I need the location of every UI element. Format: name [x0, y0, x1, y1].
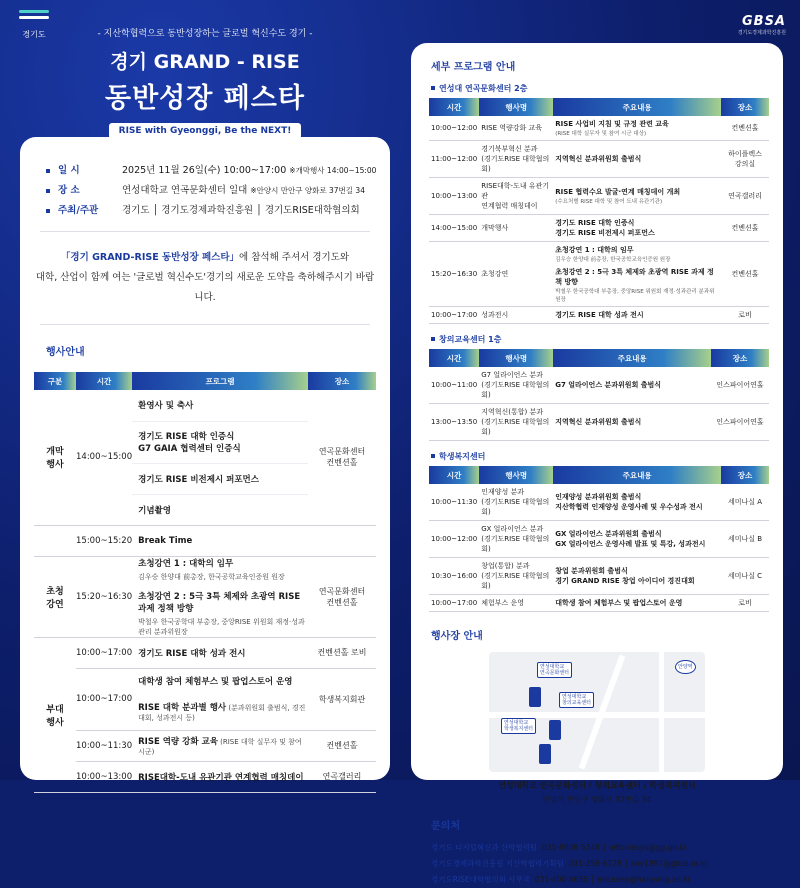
event-table: 구분 시간 프로그램 장소 개막 행사 14:00~15:00 환영사 및 축사 연곡문화센터 컨벤션홀 경기도 RISE 대학 인증식 G7 GAIA 협력센터 인증식 경기도 RISE 비전제시 퍼포먼스 기념촬영 15:00~15:20 Break Time 초청 강연 15:20~16:30 초청강연 1 : 대학의 임무 김우승 한양대 前총장, 한국공학교육인증원 원장 초청강연 2 : 5극 3특 체제와 초광역 RISE 과제 정책 방향 박철우 한국공학대 부총장, 중앙RISE 위원회 재정·성과관리 분과위원장 연곡문화센터 컨벤션홀 부대 행사 10:00~17:00 경기도 RISE 대학 성과 전시 컨벤션홀 로비 10:00~17:00 대학생 참여 체험부스 및 팝업스토어 운영 RISE 대학 분과별 행사 (분과위원회 출범식, 경진대회, 성과전시 등) 학생복지회관 10:00~11:30 RISE 역량 강화 교육 (RISE 대학 실무자 및 참여 시군) 컨벤션홀 10:00~13:00 RISE대학-도내 유관기관 연계협력 매칭데이 연곡갤러리 — [34, 372, 376, 793]
event-section-title: 행사안내 — [46, 347, 85, 358]
event-info — [20, 137, 390, 221]
intro-text: 「경기 GRAND-RISE 동반성장 페스타」에 참석해 주셔서 경기도와 대학, 산업이 함께 여는 '글로벌 혁신수도'경기의 새로운 도약을 축하해주시기 바랍니다. — [35, 252, 375, 303]
table-row: 경기도 RISE 비전제시 퍼포먼스 — [34, 463, 376, 494]
contact-row: 경기도RISE대학협의회 사무국 031-400-4655 │ ericarise@hanyang.ac.kr — [431, 875, 691, 884]
gyeonggi-logo: 경기도 — [14, 10, 54, 41]
slogan-badge: RISE with Gyeonggi, Be the NEXT! — [109, 123, 302, 139]
contact-row: 경기도경제과학진흥원 지산학협력기획팀 031-259-6178 │ sby1997@gbsa.or.kr — [431, 859, 708, 868]
table-row: 10:30~16:00 창업(통합) 분과 (경기도RISE 대학협의회) 창업 분과위원회 출범식 경기 GRAND RISE 창업 아이디어 경진대회 세미나실 C — [429, 558, 769, 595]
email-link[interactable]: vittoriesys@gg.go.kr — [609, 843, 687, 852]
venue-2-table: 시간 행사명 주요내용 장소 10:00~11:00 G7 얼라이언스 분과 (경기도RISE 대학협의회) G7 얼라이언스 분과위원회 출범식 인스파이어연홀 13:00~13:50 지역혁신(통합) 분과 (경기도RISE 대학협의회) 지역혁신 분과위원회 출범식 인스파이어연홀 — [429, 349, 769, 441]
place-note: ※안양시 만안구 양화로 37번길 34 — [250, 186, 365, 195]
table-row: 10:00~17:00 대학생 참여 체험부스 및 팝업스토어 운영 RISE 대학 분과별 행사 (분과위원회 출범식, 경진대회, 성과전시 등) 학생복지회관 — [34, 668, 376, 730]
table-row: 10:00~12:00 GX 얼라이언스 분과 (경기도RISE 대학협의회) GX 얼라이언스 분과위원회 출범식 GX 얼라이언스 운영사례 발표 및 특강, 성과전시 세미나실 B — [429, 521, 769, 558]
map-pin-education-center[interactable]: 연성대학교 창의교육센터 — [559, 692, 594, 708]
right-card — [411, 43, 783, 884]
hero-subtitle: - 지산학협력으로 동반성장하는 글로벌 혁신수도 경기 - — [97, 29, 313, 39]
table-row: 10:00~11:30 RISE 역량 강화 교육 (RISE 대학 실무자 및 참여 시군) 컨벤션홀 — [34, 730, 376, 761]
table-row: 13:00~13:50 지역혁신(통합) 분과 (경기도RISE 대학협의회) 지역혁신 분과위원회 출범식 인스파이어연홀 — [429, 404, 769, 441]
table-row: 14:00~15:00 개막행사 경기도 RISE 대학 인증식 경기도 RISE 비전제시 퍼포먼스 컨벤션홀 — [429, 215, 769, 242]
table-row: 10:00~17:00 체험부스 운영 대학생 참여 체험부스 및 팝업스토어 운영 로비 — [429, 595, 769, 612]
building-icon — [549, 720, 561, 740]
place-label: 장 소 — [46, 181, 122, 201]
table-row: 부대 행사 10:00~17:00 경기도 RISE 대학 성과 전시 컨벤션홀 로비 — [34, 637, 376, 668]
table-row: 10:00~13:00 RISE대학-도내 유관기관 연계협력 매칭데이 연곡갤러리 — [34, 761, 376, 792]
map-caption: 연성대학교 연곡문화센터 / 창의교육센터 / 학생복지센터 — [498, 781, 696, 790]
email-link[interactable]: sby1997@gbsa.or.kr — [631, 859, 708, 868]
table-row: 경기도 RISE 대학 인증식 G7 GAIA 협력센터 인증식 — [34, 421, 376, 463]
divider — [40, 231, 370, 232]
gbsa-logo: GBSA 경기도경제과학진흥원 — [737, 14, 786, 36]
table-row: 15:00~15:20 Break Time — [34, 525, 376, 556]
venue-3-table: 시간 행사명 주요내용 장소 10:00~11:30 인재양성 분과 (경기도RISE 대학협의회) 인재양성 분과위원회 출범식 지산학협력 인재양성 운영사례 및 우수성과 전시 세미나실 A 10:00~12:00 GX 얼라이언스 분과 (경기도RISE 대학협의회) GX 얼라이언스 분과위원회 출범식 GX 얼라이언스 운영사례 발표 및 특강, 성과전시 세미나실 B 10:30~16:00 창업(통합) 분과 (경기도RISE 대학협의회) 창업 분과위원회 출범식 경기 GRAND RISE 창업 아이디어 경진대회 세미나실 C 10:00~17:00 체험부스 운영 대학생 참여 체험부스 및 팝업스토어 운영 로비 — [429, 466, 769, 612]
map-section-title: 행사장 안내 — [431, 631, 483, 642]
venue-3-title: 학생복지센터 — [431, 451, 783, 462]
table-row: 15:20~16:30 초청강연 초청강연 1 : 대학의 임무 김우승 한양대 前총장, 한국공학교육인증원 원장 초청강연 2 : 5극 3특 체제와 초광역 RISE 과제 정책 방향 박철우 한국공학대 부총장, 중앙RISE 위원회 재정·성과관리 분과위원장 컨벤션홀 — [429, 242, 769, 307]
detail-section-title: 세부 프로그램 안내 — [431, 62, 516, 73]
table-row: 10:00~11:00 G7 얼라이언스 분과 (경기도RISE 대학협의회) G7 얼라이언스 분과위원회 출범식 인스파이어연홀 — [429, 367, 769, 404]
table-row: 11:00~12:00 경기북부혁신 분과 (경기도RISE 대학협의회) 지역혁신 분과위원회 출범식 하이플렉스 강의실 — [429, 141, 769, 178]
map-address: 안양시 만안구 양화로 37번길 34 — [542, 795, 652, 804]
venue-2-title: 창의교육센터 1층 — [431, 334, 783, 345]
host-label: 주최/주관 — [46, 201, 122, 221]
building-icon — [529, 687, 541, 707]
table-row: 10:00~13:00 RISE대학-도내 유관기관 연계협력 매칭데이 RISE 협력수요 발굴·연계 매칭데이 개최 (수요처별 RISE 대학 및 참여 도내 유관기관) 연곡갤러리 — [429, 178, 769, 215]
hero — [20, 20, 390, 139]
venue-map — [489, 652, 705, 772]
host-value: 경기도 │ 경기도경제과학진흥원 │ 경기도RISE대학협의회 — [122, 205, 360, 216]
table-row: 개막 행사 14:00~15:00 환영사 및 축사 연곡문화센터 컨벤션홀 — [34, 390, 376, 421]
place-value: 연성대학교 연곡문화센터 일대 — [122, 185, 251, 196]
date-value: 2025년 11월 26일(수) 10:00~17:00 — [122, 165, 290, 176]
date-note: ※개막행사 14:00~15:00 — [289, 166, 377, 175]
contact-row: 경기도 디지털혁신과 산학협력팀 031-8008-5348 │ vittoriesys@gg.go.kr — [431, 843, 687, 852]
table-row: 초청 강연 15:20~16:30 초청강연 1 : 대학의 임무 김우승 한양대 前총장, 한국공학교육인증원 원장 초청강연 2 : 5극 3특 체제와 초광역 RISE 과제 정책 방향 박철우 한국공학대 부총장, 중앙RISE 위원회 재정·성과관리 분과위원장 연곡문화센터 컨벤션홀 — [34, 556, 376, 637]
hero-title-1: 경기 GRAND - RISE — [110, 51, 300, 73]
venue-1-title: 연성대 연곡문화센터 2층 — [431, 83, 783, 94]
table-row: 10:00~11:30 인재양성 분과 (경기도RISE 대학협의회) 인재양성 분과위원회 출범식 지산학협력 인재양성 운영사례 및 우수성과 전시 세미나실 A — [429, 484, 769, 521]
map-pin-student-center[interactable]: 연성대학교 학생복지센터 — [501, 718, 536, 734]
table-row: 10:00~12:00 RISE 역량강화 교육 RISE 사업비 지침 및 규정 관련 교육 (RISE 대학 실무자 및 참여 시군 대상) 컨벤션홀 — [429, 116, 769, 141]
email-link[interactable]: ericarise@hanyang.ac.kr — [597, 875, 691, 884]
contact-list — [431, 840, 783, 888]
building-icon — [539, 744, 551, 764]
contact-title: 문의처 — [431, 821, 460, 832]
table-row: 기념촬영 — [34, 494, 376, 525]
map-pin-culture-center[interactable]: 연성대학교 연곡문화센터 — [537, 662, 572, 678]
left-card — [20, 137, 390, 783]
table-row: 10:00~17:00 성과전시 경기도 RISE 대학 성과 전시 로비 — [429, 307, 769, 324]
station-pin[interactable]: 안양역 — [675, 660, 696, 674]
divider — [40, 324, 370, 325]
date-label: 일 시 — [46, 161, 122, 181]
hero-title-2: 동반성장 페스타 — [105, 83, 305, 114]
venue-1-table: 시간 행사명 주요내용 장소 10:00~12:00 RISE 역량강화 교육 RISE 사업비 지침 및 규정 관련 교육 (RISE 대학 실무자 및 참여 시군 대상) 컨벤션홀 11:00~12:00 경기북부혁신 분과 (경기도RISE 대학협의회) 지역혁신 분과위원회 출범식 하이플렉스 강의실 10:00~13:00 RISE대학-도내 유관기관 연계협력 매칭데이 RISE 협력수요 발굴·연계 매칭데이 개최 (수요처별 RISE 대학 및 참여 도내 유관기관) 연곡갤러리 14:00~15:00 개막행사 경기도 RISE 대학 인증식 경기도 RISE 비전제시 퍼포먼스 컨벤션홀 15:20~16:30 초청강연 초청강연 1 : 대학의 임무 김우승 한양대 前총장, 한국공학교육인증원 원장 초청강연 2 : 5극 3특 체제와 초광역 RISE 과제 정책 방향 박철우 한국공학대 부총장, 중앙RISE 위원회 재정·성과관리 분과위원장 컨벤션홀 10:00~17:00 성과전시 경기도 RISE 대학 성과 전시 로비 — [429, 98, 769, 324]
